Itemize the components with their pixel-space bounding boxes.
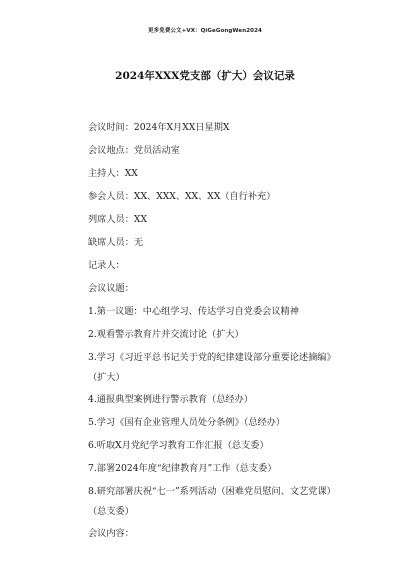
agenda-item-6: 6.听取X月党纪学习教育工作汇报（总支委） — [88, 440, 269, 451]
absentees: 缺席人员：无 — [88, 237, 144, 248]
agenda-item-1: 1.第一议题：中心组学习、传达学习自党委会议精神 — [88, 306, 299, 317]
agenda-heading: 会议议题： — [88, 283, 134, 294]
content-heading: 会议内容： — [88, 528, 134, 539]
agenda-item-8: 8.研究部署庆祝“七一”系列活动（困难党员慰问、文艺党课）（总支委） — [88, 486, 332, 517]
meeting-location: 会议地点：党员活动室 — [88, 145, 180, 156]
agenda-item-7: 7.部署2024年度“纪律教育月”工作（总支委） — [88, 463, 277, 474]
agenda-item-3: 3.学习《习近平总书记关于党的纪律建设部分重要论述摘编》（扩大） — [88, 352, 332, 383]
agenda-item-5: 5.学习《国有企业管理人员处分条例》（总经办） — [88, 417, 286, 428]
host: 主持人：XX — [88, 168, 138, 179]
header-note: 更多免费公文+VX：QiGeGongWen2024 — [148, 28, 262, 34]
agenda-item-4: 4.通报典型案例进行警示教育（总经办） — [88, 394, 253, 405]
meeting-time: 会议时间：2024年X月XX日星期X — [88, 122, 230, 133]
attendees: 参会人员：XX、XXX、XX、XX（自行补充） — [88, 191, 276, 202]
document-title: 2024年XXX党支部（扩大）会议记录 — [115, 70, 295, 82]
recorder: 记录人： — [88, 260, 125, 271]
agenda-item-2: 2.观看警示教育片并交流讨论（扩大） — [88, 329, 244, 340]
observers: 列席人员：XX — [88, 214, 148, 225]
